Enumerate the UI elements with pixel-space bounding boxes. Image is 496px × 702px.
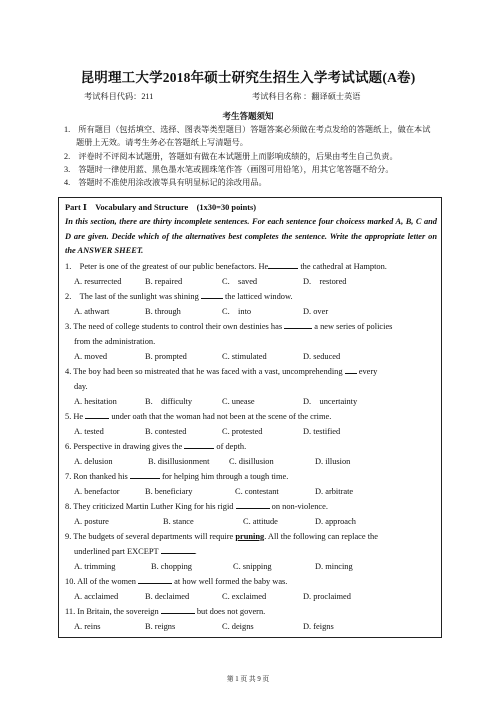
question-stem: 7. Ron thanked his for helping him through a tough time. <box>65 471 289 481</box>
question-continuation: underlined part EXCEPT . <box>74 546 197 556</box>
option-d: D. seduced <box>303 351 341 361</box>
option-b: B. reigns <box>145 621 176 631</box>
answer-options <box>65 304 437 319</box>
option-a: A. hesitation <box>74 396 117 406</box>
notice-item: 1. 所有题目（包括填空、选择、图表等类型题目）答题答案必须做在考点发给的答题纸上，做在本试题册上无效。请考生务必在答题纸上写清题号。 <box>64 125 431 148</box>
question-stem: 9. The budgets of several departments will require pruning. All the following can replace the <box>65 531 378 541</box>
option-b: B. contested <box>145 426 187 436</box>
option-d: D. approach <box>315 516 356 526</box>
question-item <box>65 259 437 289</box>
notice-item: 4. 答题时不准使用涂改液等具有明显标记的涂改用品。 <box>64 178 267 188</box>
question-item <box>65 409 437 439</box>
question-item <box>65 439 437 469</box>
answer-options <box>65 559 437 574</box>
question-stem: 6. Perspective in drawing gives the of depth. <box>65 441 247 451</box>
question-continuation: day. <box>74 381 88 391</box>
answer-blank <box>345 365 357 374</box>
option-d: D. restored <box>303 276 347 286</box>
option-a: A. reins <box>74 621 101 631</box>
option-a: A. athwart <box>74 306 110 316</box>
option-b: B. beneficiary <box>145 486 193 496</box>
option-d: D. uncertainty <box>303 396 358 406</box>
option-c: C. into <box>222 306 252 316</box>
exam-title: 昆明理工大学2018年硕士研究生招生入学考试试题(A卷) <box>80 70 416 85</box>
question-stem: 2. The last of the sunlight was shining the latticed window. <box>65 291 293 301</box>
subject-name: 考试科目名称 ：翻译硕士英语 <box>252 92 361 101</box>
question-item <box>65 289 437 319</box>
page-footer: 第 1 页 共 9 页 <box>226 676 270 683</box>
underlined-word: pruning <box>235 531 265 541</box>
question-stem: 5. He under oath that the woman had not been at the scene of the crime. <box>65 411 332 421</box>
notice-item: 2. 评卷时不评阅本试题册，答题如有做在本试题册上而影响成绩的，后果由考生自己负责。 <box>64 151 398 161</box>
question-item <box>65 364 437 409</box>
option-d: D. proclaimed <box>303 591 351 601</box>
question-item <box>65 604 437 634</box>
question-stem: 11. In Britain, the sovereign but does not govern. <box>65 606 266 616</box>
question-item <box>65 529 437 574</box>
answer-blank <box>161 545 195 554</box>
answer-options <box>65 589 437 604</box>
option-c: C. saved <box>222 276 258 286</box>
answer-blank <box>85 410 109 419</box>
option-c: C. stimulated <box>222 351 267 361</box>
option-c: C. disillusion <box>229 456 274 466</box>
answer-blank <box>236 500 270 509</box>
answer-blank <box>201 290 223 299</box>
option-b: B. repaired <box>145 276 183 286</box>
option-c: C. contestant <box>235 486 279 496</box>
question-item <box>65 469 437 499</box>
answer-options <box>65 514 437 529</box>
option-c: C. deigns <box>222 621 254 631</box>
question-box <box>58 197 442 638</box>
question-stem: 10. All of the women at how well formed the baby was. <box>65 576 288 586</box>
question-stem: 1. Peter is one of the greatest of our public benefactors. He the cathedral at Hampton. <box>65 261 387 271</box>
option-b: B. prompted <box>145 351 187 361</box>
option-b: B. stance <box>163 516 194 526</box>
question-stem: 3. The need of college students to control their own destinies has a new series of policies <box>65 321 393 331</box>
option-b: B. through <box>145 306 181 316</box>
option-d: D. feigns <box>303 621 334 631</box>
option-c: C. unease <box>222 396 255 406</box>
option-a: A. benefactor <box>74 486 120 496</box>
option-a: A. posture <box>74 516 109 526</box>
option-d: D. mincing <box>315 561 353 571</box>
option-b: B. chopping <box>151 561 192 571</box>
answer-blank <box>268 260 298 269</box>
option-b: B. disillusionment <box>148 456 210 466</box>
answer-options <box>65 274 437 289</box>
answer-options <box>65 454 437 469</box>
option-d: D. illusion <box>315 456 351 466</box>
answer-options <box>65 349 437 364</box>
question-item <box>65 574 437 604</box>
option-a: A. resurrected <box>74 276 122 286</box>
option-a: A. delusion <box>74 456 113 466</box>
answer-blank <box>138 575 172 584</box>
part-instructions: In this section, there are thirty incomplete sentences. For each sentence four choicess marked A, B, C and D are given. Decide which of the alternatives best completes the sentence. Write the appropriate letter on the ANSWER SHEET. <box>65 217 437 256</box>
question-continuation: from the administration. <box>74 336 156 346</box>
answer-blank <box>130 470 160 479</box>
option-d: D. arbitrate <box>315 486 354 496</box>
answer-options <box>65 424 437 439</box>
option-a: A. trimming <box>74 561 116 571</box>
option-a: A. acclaimed <box>74 591 119 601</box>
answer-options <box>65 619 437 634</box>
option-b: B. declaimed <box>145 591 190 601</box>
answer-blank <box>284 320 312 329</box>
notice-title: 考生答题须知 <box>222 111 274 121</box>
question-item <box>65 319 437 364</box>
answer-blank <box>184 440 214 449</box>
option-c: C. protested <box>222 426 263 436</box>
question-list <box>65 259 437 634</box>
option-c: C. attitude <box>243 516 278 526</box>
option-a: A. moved <box>74 351 108 361</box>
notice-item: 3. 答题时一律使用蓝、黑色墨水笔或圆珠笔作答（画图可用铅笔），用其它笔答题不给分。 <box>64 164 394 174</box>
answer-options <box>65 394 437 409</box>
option-c: C. exclaimed <box>222 591 267 601</box>
question-item <box>65 499 437 529</box>
answer-options <box>65 484 437 499</box>
option-d: D. testified <box>303 426 341 436</box>
question-stem: 8. They criticized Martin Luther King for his rigid on non-violence. <box>65 501 328 511</box>
answer-blank <box>161 605 195 614</box>
part-heading: Part Ⅰ Vocabulary and Structure (1x30=30 points) <box>65 203 257 212</box>
question-stem: 4. The boy had been so mistreated that he was faced with a vast, uncomprehending every <box>65 366 378 376</box>
notice-list <box>64 123 438 189</box>
subject-code: 考试科目代码：211 <box>84 92 154 101</box>
option-b: B. difficulty <box>145 396 193 406</box>
option-a: A. tested <box>74 426 104 436</box>
option-c: C. snipping <box>233 561 272 571</box>
option-d: D. over <box>303 306 329 316</box>
